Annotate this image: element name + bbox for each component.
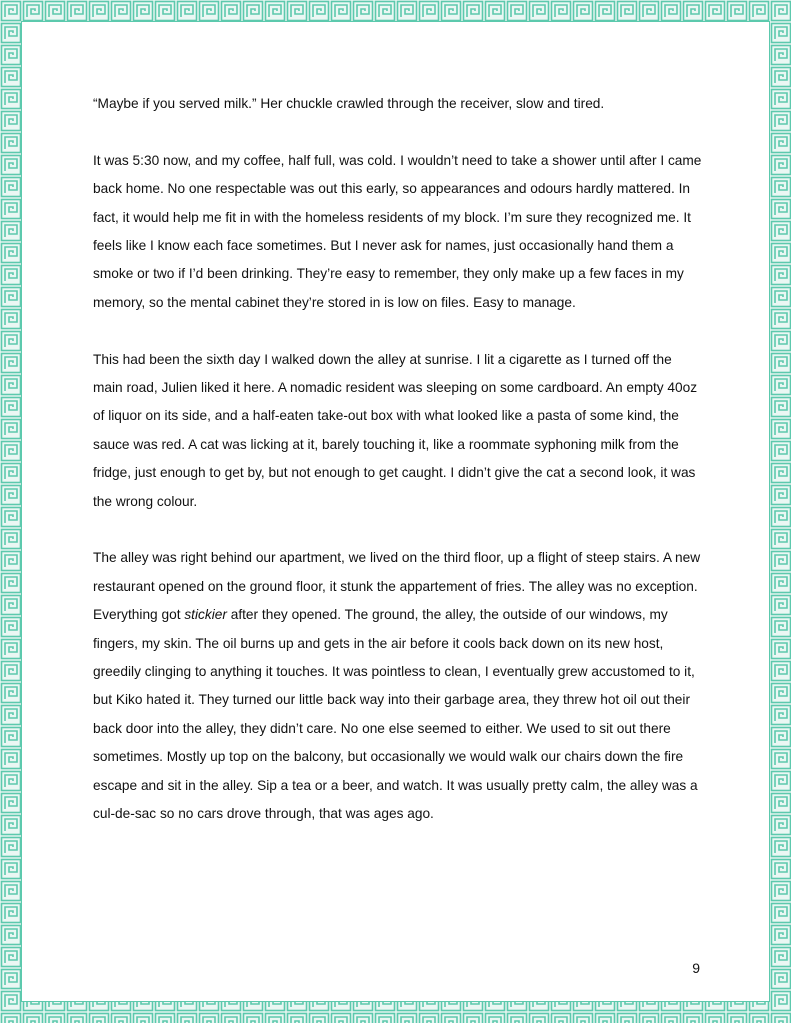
paragraph: “Maybe if you served milk.” Her chuckle crawled through the receiver, slow and tired. [93,96,605,111]
paragraph-text: The alley was right behind our apartment, we lived on the third floor, up a flight of steep stairs. A new restaurant opened on the ground floor, it stunk the appartement of fries. The alley was no exception. Everything got [93,550,701,623]
paragraph: This had been the sixth day I walked down the alley at sunrise. I lit a cigarette as I turned off the main road, Julien liked it here. A nomadic resident was sleeping on some cardboard. An empty 40oz of liquor on its side, and a half-eaten take-out box with what looked like a pasta of some kind, the sauce was red. A cat was licking at it, barely touching it, like a roommate syphoning milk from the fridge, just enough to get by, but not enough to get caught. I didn’t give the cat a second look, it was the wrong colour. [93,351,698,509]
paragraph-text: after they opened. The ground, the alley, the outside of our windows, my fingers, my skin. The oil burns up and gets in the air before it cools back down on its new host, greedily clinging to anything it touches. It was pointless to clean, I eventually grew accustomed to it, but Kiko hated it. They turned our little back way into their garbage area, they threw hot oil out their back door into the alley, they didn’t care. No one else seemed to either. We used to sit out there sometimes. Mostly up top on the balcony, but occasionally we would walk our chairs down the fire escape and sit in the alley. Sip a tea or a beer, and watch. It was usually pretty calm, the alley was a cul-de-sac so no cars drove through, that was ages ago. [93,607,698,822]
body-text [93,90,703,857]
italic-word: stickier [184,607,227,623]
page-number: 9 [692,960,700,976]
paragraph: It was 5:30 now, and my coffee, half full, was cold. I wouldn’t need to take a shower until after I came back home. No one respectable was out this early, so appearances and odours hardly mattered. In fact, it would help me fit in with the homeless residents of my block. I’m sure they recognized me. It feels like I know each face sometimes. But I never ask for names, just occasionally hand them a smoke or two if I’d been drinking. They’re easy to remember, they only make up a few faces in my memory, so the mental cabinet they’re stored in is low on files. Easy to manage. [93,152,702,310]
paragraph [93,544,703,828]
